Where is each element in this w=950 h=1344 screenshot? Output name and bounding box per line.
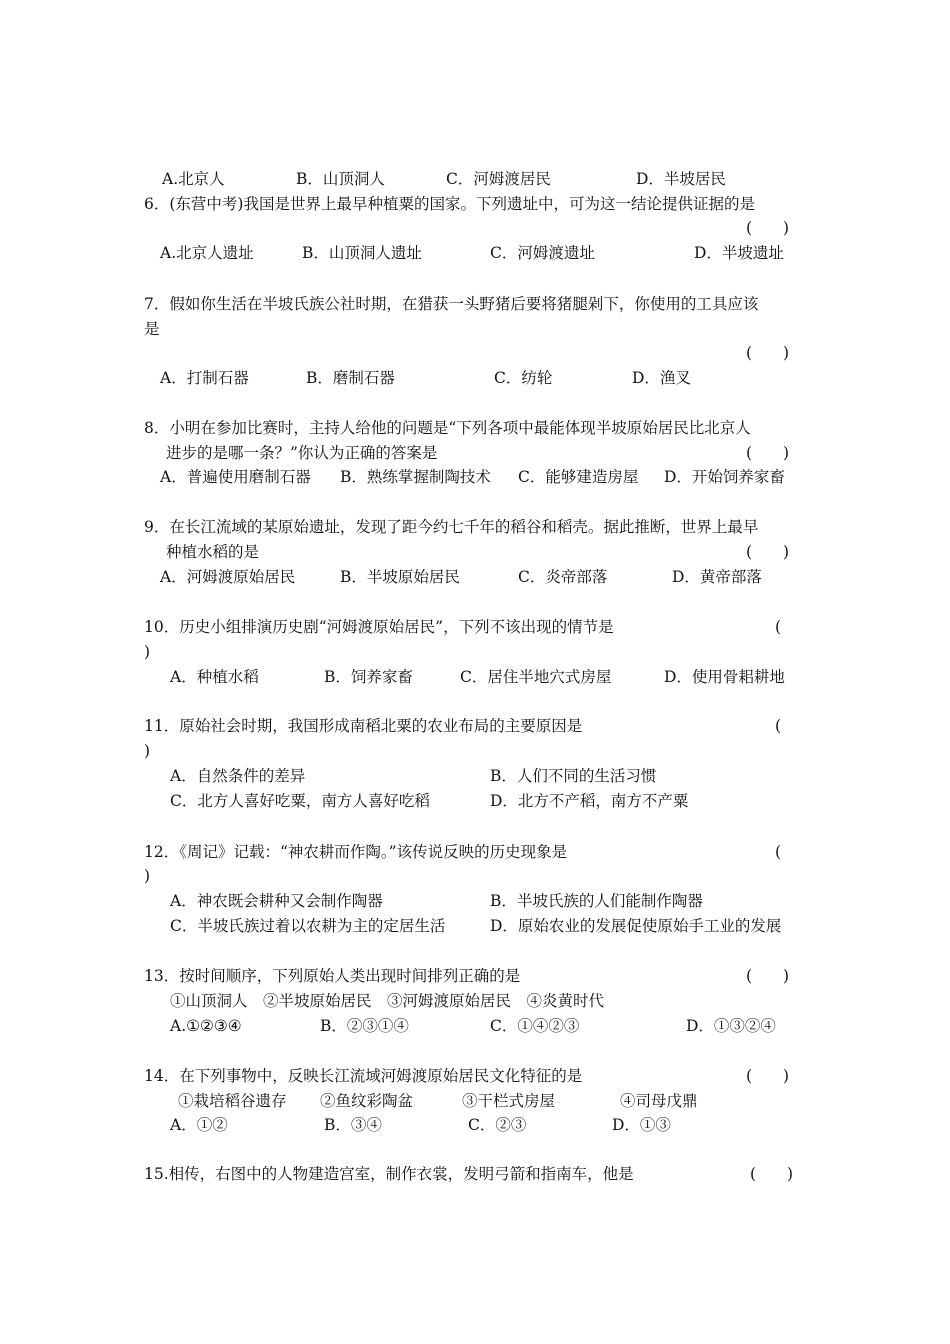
answer-blank: ( ) <box>746 344 790 362</box>
option-c: C．纺轮 <box>494 369 553 387</box>
option-a: A．自然条件的差异 <box>170 767 306 785</box>
option-d: D．使用骨耜耕地 <box>664 668 785 686</box>
answer-blank-close: ) <box>144 867 151 885</box>
item-2: ②鱼纹彩陶盆 <box>320 1092 414 1110</box>
option-b: B．山顶洞人 <box>296 170 385 188</box>
item-list: ①山顶洞人 ②半坡原始居民 ③河姆渡原始居民 ④炎黄时代 <box>170 992 605 1010</box>
question-stem-cont: 进步的是哪一条？”你认为正确的答案是 <box>166 444 438 462</box>
option-b: B．半坡氏族的人们能制作陶器 <box>490 892 703 910</box>
question-stem: 6．(东营中考)我国是世界上最早种植粟的国家。下列遗址中，可为这一结论提供证据的是 <box>144 195 755 213</box>
option-d: D．①③ <box>612 1116 671 1134</box>
item-3: ③干栏式房屋 <box>462 1092 556 1110</box>
option-c: C．②③ <box>468 1116 527 1134</box>
option-b: B．饲养家畜 <box>324 668 413 686</box>
answer-blank: ( ) <box>746 543 790 561</box>
option-d: D．原始农业的发展促使原始手工业的发展 <box>490 917 782 935</box>
question-stem: 12．《周记》记载：“神农耕而作陶。”该传说反映的历史现象是 <box>144 843 568 861</box>
option-c: C．居住半地穴式房屋 <box>460 668 612 686</box>
option-c: C．半坡氏族过着以农耕为主的定居生活 <box>170 917 446 935</box>
option-a: A．河姆渡原始居民 <box>160 568 296 586</box>
question-stem: 15.相传，右图中的人物建造宫室，制作衣裳，发明弓箭和指南车，他是 <box>144 1165 634 1183</box>
option-a: A.北京人 <box>162 170 225 188</box>
option-b: B．人们不同的生活习惯 <box>490 767 657 785</box>
option-d: D．渔叉 <box>632 369 691 387</box>
option-b: B．③④ <box>324 1116 382 1134</box>
option-a: A．①② <box>170 1116 228 1134</box>
option-a: A．神农既会耕种又会制作陶器 <box>170 892 383 910</box>
option-c: C．北方人喜好吃粟，南方人喜好吃稻 <box>170 792 430 810</box>
option-b: B．半坡原始居民 <box>340 568 460 586</box>
option-b: B．山顶洞人遗址 <box>302 244 422 262</box>
option-a: A.①②③④ <box>170 1017 242 1035</box>
question-stem: 7．假如你生活在半坡氏族公社时期，在猎获一头野猪后要将猪腿剁下，你使用的工具应该 <box>144 295 759 313</box>
option-b: B．②③①④ <box>320 1017 409 1035</box>
option-a: A．普遍使用磨制石器 <box>160 468 311 486</box>
item-4: ④司母戊鼎 <box>620 1092 698 1110</box>
question-stem-cont: 是 <box>144 320 160 338</box>
option-a: A．打制石器 <box>160 369 249 387</box>
question-stem: 11．原始社会时期，我国形成南稻北粟的农业布局的主要原因是 <box>144 717 583 735</box>
option-c: C．河姆渡遗址 <box>490 244 595 262</box>
option-c: C．河姆渡居民 <box>446 170 551 188</box>
question-stem: 13．按时间顺序，下列原始人类出现时间排列正确的是 <box>144 967 521 985</box>
option-d: D．北方不产稻，南方不产粟 <box>490 792 689 810</box>
answer-blank-close: ) <box>144 643 151 661</box>
option-d: D．半坡居民 <box>636 170 726 188</box>
option-a: A．种植水稻 <box>170 668 259 686</box>
question-stem: 14．在下列事物中，反映长江流域河姆渡原始居民文化特征的是 <box>144 1067 583 1085</box>
option-d: D．开始饲养家畜 <box>664 468 785 486</box>
question-stem: 10．历史小组排演历史剧“河姆渡原始居民”，下列不该出现的情节是 <box>144 618 614 636</box>
answer-blank: ( ) <box>750 1165 794 1183</box>
option-a: A.北京人遗址 <box>160 244 254 262</box>
question-stem: 8．小明在参加比赛时，主持人给他的问题是“下列各项中最能体现半坡原始居民比北京人 <box>144 419 751 437</box>
answer-blank: ( ) <box>746 444 790 462</box>
answer-blank-open: ( <box>775 618 782 636</box>
option-d: D．黄帝部落 <box>672 568 762 586</box>
option-c: C．能够建造房屋 <box>518 468 639 486</box>
option-b: B．磨制石器 <box>306 369 395 387</box>
answer-blank: ( ) <box>746 967 790 985</box>
option-d: D．半坡遗址 <box>694 244 784 262</box>
question-stem: 9．在长江流域的某原始遗址，发现了距今约七千年的稻谷和稻壳。据此推断，世界上最早 <box>144 518 759 536</box>
answer-blank: ( ) <box>746 219 790 237</box>
option-c: C．①④②③ <box>490 1017 580 1035</box>
item-1: ①栽培稻谷遗存 <box>178 1092 287 1110</box>
answer-blank-open: ( <box>775 843 782 861</box>
option-d: D．①③②④ <box>686 1017 776 1035</box>
answer-blank-open: ( <box>775 717 782 735</box>
option-c: C．炎帝部落 <box>518 568 608 586</box>
question-stem-cont: 种植水稻的是 <box>166 543 260 561</box>
answer-blank-close: ) <box>144 742 151 760</box>
answer-blank: ( ) <box>746 1067 790 1085</box>
option-b: B．熟练掌握制陶技术 <box>340 468 491 486</box>
